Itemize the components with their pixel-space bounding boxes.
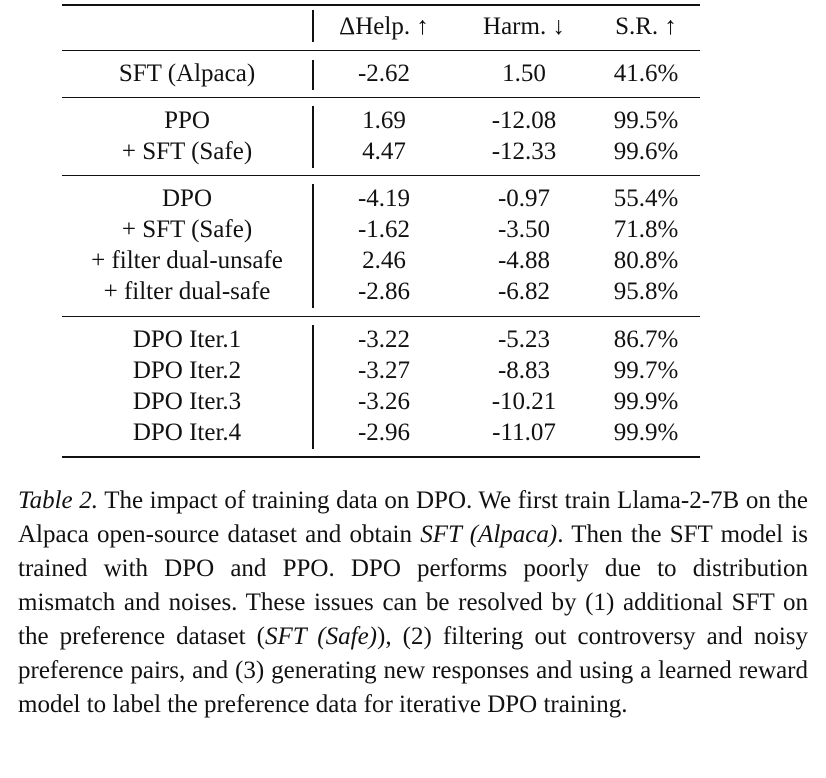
row-harm: -8.83 [497,357,551,384]
row-sr: 99.6% [613,138,679,165]
row-method: DPO Iter.4 [132,419,242,446]
row-harm: -6.82 [497,278,551,305]
header-success-rate: S.R. ↑ [615,13,677,40]
row-method: + filter dual-safe [103,278,271,305]
row-help: -1.62 [357,216,411,243]
row-sr: 99.7% [613,357,679,384]
row-harm: -5.23 [497,326,551,353]
header-help: ΔHelp. ↑ [339,13,429,40]
row-harm: -10.21 [491,388,557,415]
row-sr: 86.7% [613,326,679,353]
row-method: + SFT (Safe) [121,138,253,165]
row-sr: 99.9% [613,388,679,415]
bottom-rule [62,456,700,458]
row-sr: 55.4% [613,185,679,212]
top-rule [62,4,700,6]
row-sr: 71.8% [613,216,679,243]
table-caption [18,484,808,722]
row-method: SFT (Alpaca) [118,60,256,87]
row-help: -3.27 [357,357,411,384]
caption-text: The impact of training data on DPO. We first train Llama-2-7B on the Alpaca open-source dataset and obtain [18,487,809,548]
row-help: 4.47 [362,138,406,165]
row-harm: -11.07 [492,419,556,446]
row-help: -3.22 [357,326,411,353]
row-harm: 1.50 [502,60,546,87]
row-help: -2.62 [357,60,411,87]
row-sr: 99.9% [613,419,679,446]
caption-text: . Then the SFT model is trained with DPO and PPO. DPO performs poorly due to distribution mismatch and noises. These issues can be resolved by (1) additional SFT on the preference dataset ( [18,521,808,650]
row-method: DPO Iter.3 [132,388,242,415]
row-help: -2.86 [357,278,411,305]
row-harm: -12.08 [491,107,557,134]
header-rule [62,50,700,51]
row-method: + filter dual-unsafe [91,247,283,274]
row-method: DPO Iter.1 [132,326,242,353]
row-harm: -3.50 [497,216,551,243]
row-sr: 80.8% [613,247,679,274]
header-harm: Harm. ↓ [483,13,565,40]
row-sr: 95.8% [613,278,679,305]
row-help: -4.19 [357,185,411,212]
row-help: 1.69 [362,107,406,134]
row-harm: -4.88 [497,247,551,274]
row-help: 2.46 [362,247,406,274]
group-rule [62,316,700,317]
row-sr: 99.5% [613,107,679,134]
row-method: + SFT (Safe) [121,216,253,243]
caption-text: ), (2) filtering out controversy and noisy preference pairs, and (3) generating new responses and using a learned reward model to label the preference data for iterative DPO training. [18,623,808,718]
group-rule [62,175,700,176]
row-method: DPO [161,185,212,212]
group-rule [62,97,700,98]
row-help: -2.96 [357,419,411,446]
row-harm: -0.97 [497,185,551,212]
row-method: DPO Iter.2 [132,357,242,384]
row-sr: 41.6% [613,60,679,87]
row-method: PPO [164,107,210,134]
caption-label: Table 2. [18,487,99,514]
caption-italic-term: SFT (Safe) [265,623,377,650]
row-help: -3.26 [357,388,411,415]
caption-italic-term: SFT (Alpaca) [420,521,558,548]
row-harm: -12.33 [491,138,557,165]
